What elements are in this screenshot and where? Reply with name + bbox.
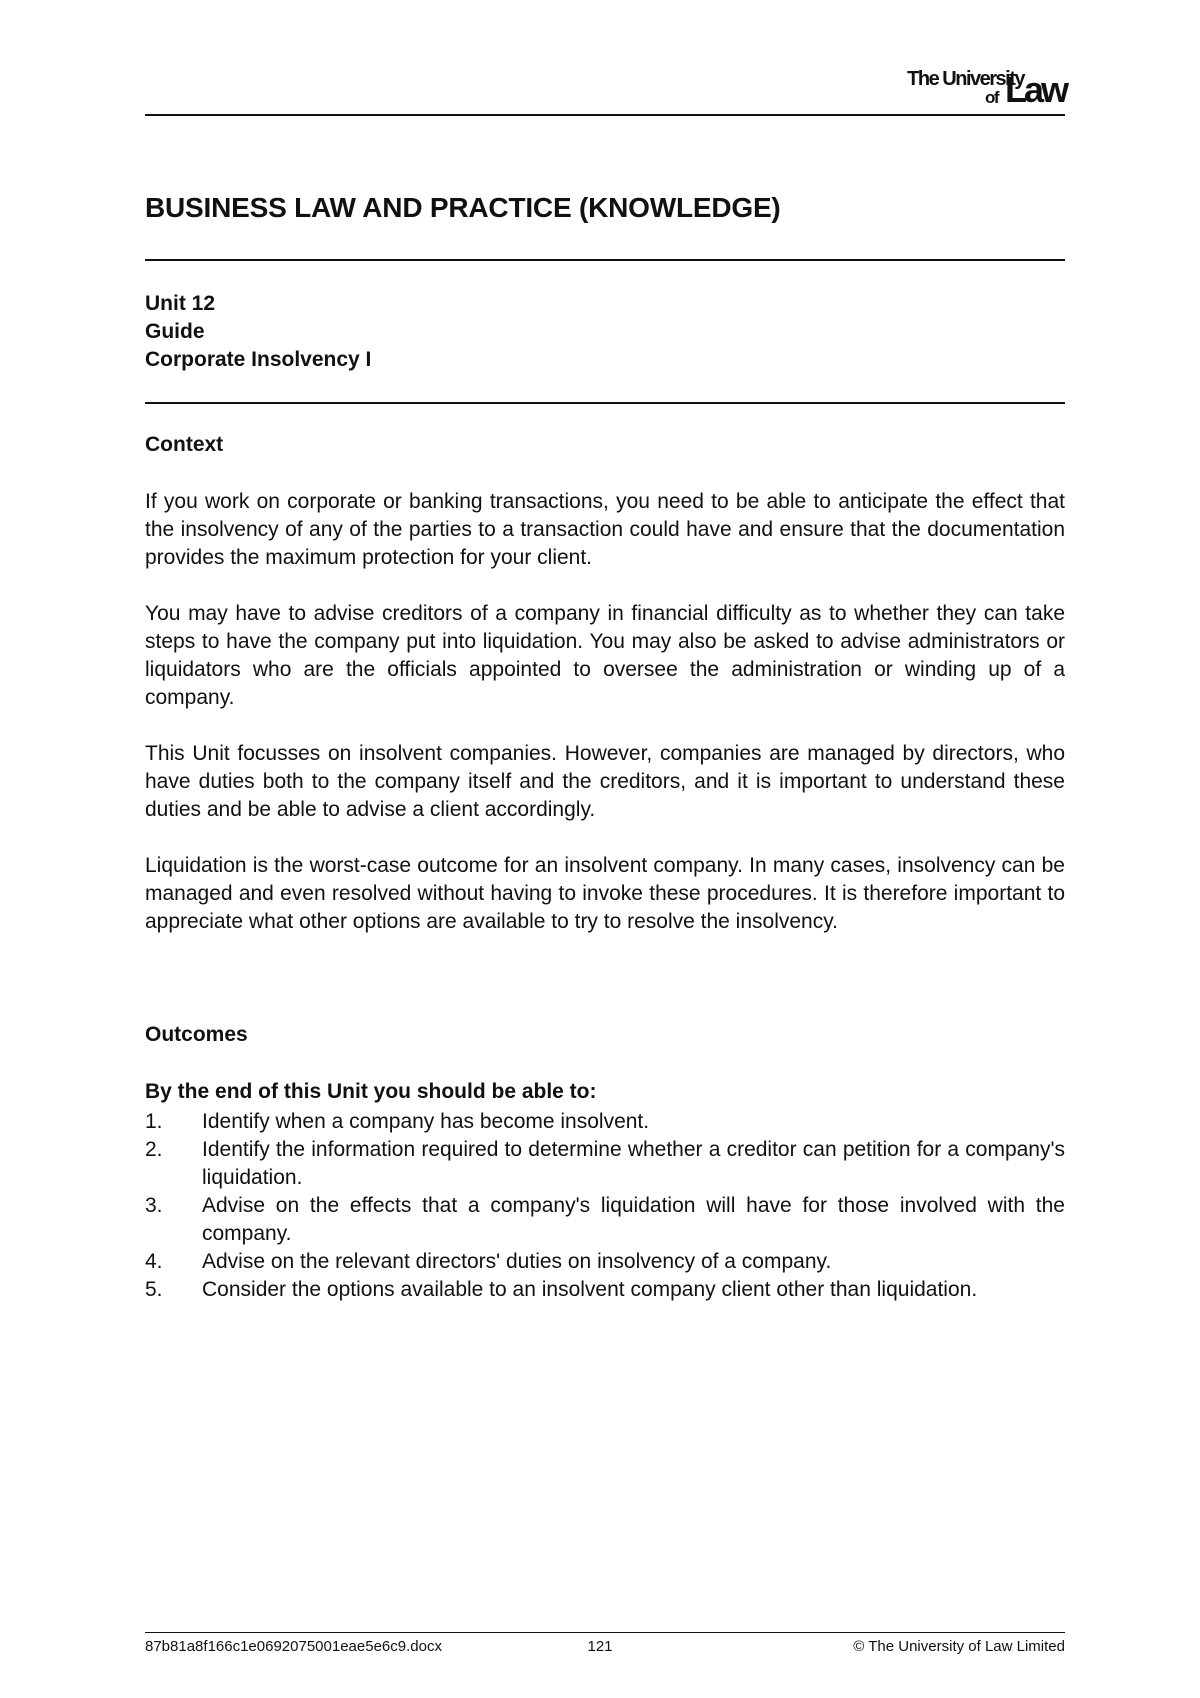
list-item-number: 3. bbox=[145, 1194, 163, 1217]
footer-filename: 87b81a8f166c1e0692075001eae5e6c9.docx bbox=[145, 1638, 442, 1655]
list-item-number: 4. bbox=[145, 1250, 163, 1273]
document-title: BUSINESS LAW AND PRACTICE (KNOWLEDGE) bbox=[145, 192, 781, 223]
list-item bbox=[145, 1276, 1065, 1304]
header-rule bbox=[145, 114, 1065, 116]
unit-number: Unit 12 bbox=[145, 292, 216, 315]
outcomes-list bbox=[145, 1108, 1065, 1304]
list-item-text: Consider the options available to an insolvent company client other than liquidation. bbox=[202, 1278, 978, 1301]
context-paragraph: Liquidation is the worst-case outcome for an insolvent company. In many cases, insolvency can be managed and even resolved without having to invoke these procedures. It is therefore important to appreciate what other options are available to try to resolve the insolvency. bbox=[145, 854, 1065, 933]
university-logo bbox=[846, 66, 1066, 110]
logo-line-2: of bbox=[984, 88, 998, 107]
list-item-number: 2. bbox=[145, 1138, 163, 1161]
unit-topic: Corporate Insolvency I bbox=[145, 348, 372, 371]
unit-type: Guide bbox=[145, 320, 205, 343]
list-item bbox=[145, 1248, 1065, 1276]
list-item-text: Identify when a company has become insolvent. bbox=[202, 1110, 650, 1133]
list-item-number: 1. bbox=[145, 1110, 163, 1133]
outcomes-lead: By the end of this Unit you should be able to: bbox=[145, 1080, 597, 1103]
unit-info bbox=[145, 290, 1065, 374]
list-item-text: Advise on the relevant directors' duties on insolvency of a company. bbox=[202, 1250, 832, 1273]
list-item-text: Identify the information required to determine whether a creditor can petition for a company's liquidation. bbox=[202, 1138, 1065, 1189]
footer-rule bbox=[145, 1632, 1065, 1633]
context-paragraph: You may have to advise creditors of a company in financial difficulty as to whether they can take steps to have the company put into liquidation. You may also be asked to advise administrators or liquidators who are the officials appointed to oversee the administration or winding up of a company. bbox=[145, 602, 1065, 709]
outcomes-heading: Outcomes bbox=[145, 1023, 248, 1046]
unit-rule bbox=[145, 402, 1065, 404]
list-item-text: Advise on the effects that a company's liquidation will have for those involved with the company. bbox=[202, 1194, 1065, 1245]
logo-line-1: The University bbox=[907, 68, 1024, 90]
title-rule bbox=[145, 259, 1065, 261]
list-item bbox=[145, 1108, 1065, 1136]
context-paragraph: This Unit focusses on insolvent companies. However, companies are managed by directors, who have duties both to the company itself and the creditors, and it is important to understand these duties and be able to advise a client accordingly. bbox=[145, 742, 1065, 821]
footer-page-number: 121 bbox=[587, 1638, 613, 1655]
list-item bbox=[145, 1136, 1065, 1192]
context-paragraph: If you work on corporate or banking transactions, you need to be able to anticipate the effect that the insolvency of any of the parties to a transaction could have and ensure that the documentation provides the maximum protection for your client. bbox=[145, 490, 1065, 569]
list-item bbox=[145, 1192, 1065, 1248]
footer-copyright: © The University of Law Limited bbox=[853, 1638, 1065, 1655]
list-item-number: 5. bbox=[145, 1278, 163, 1301]
logo-line-3: Law bbox=[1004, 69, 1066, 110]
context-heading: Context bbox=[145, 433, 224, 456]
